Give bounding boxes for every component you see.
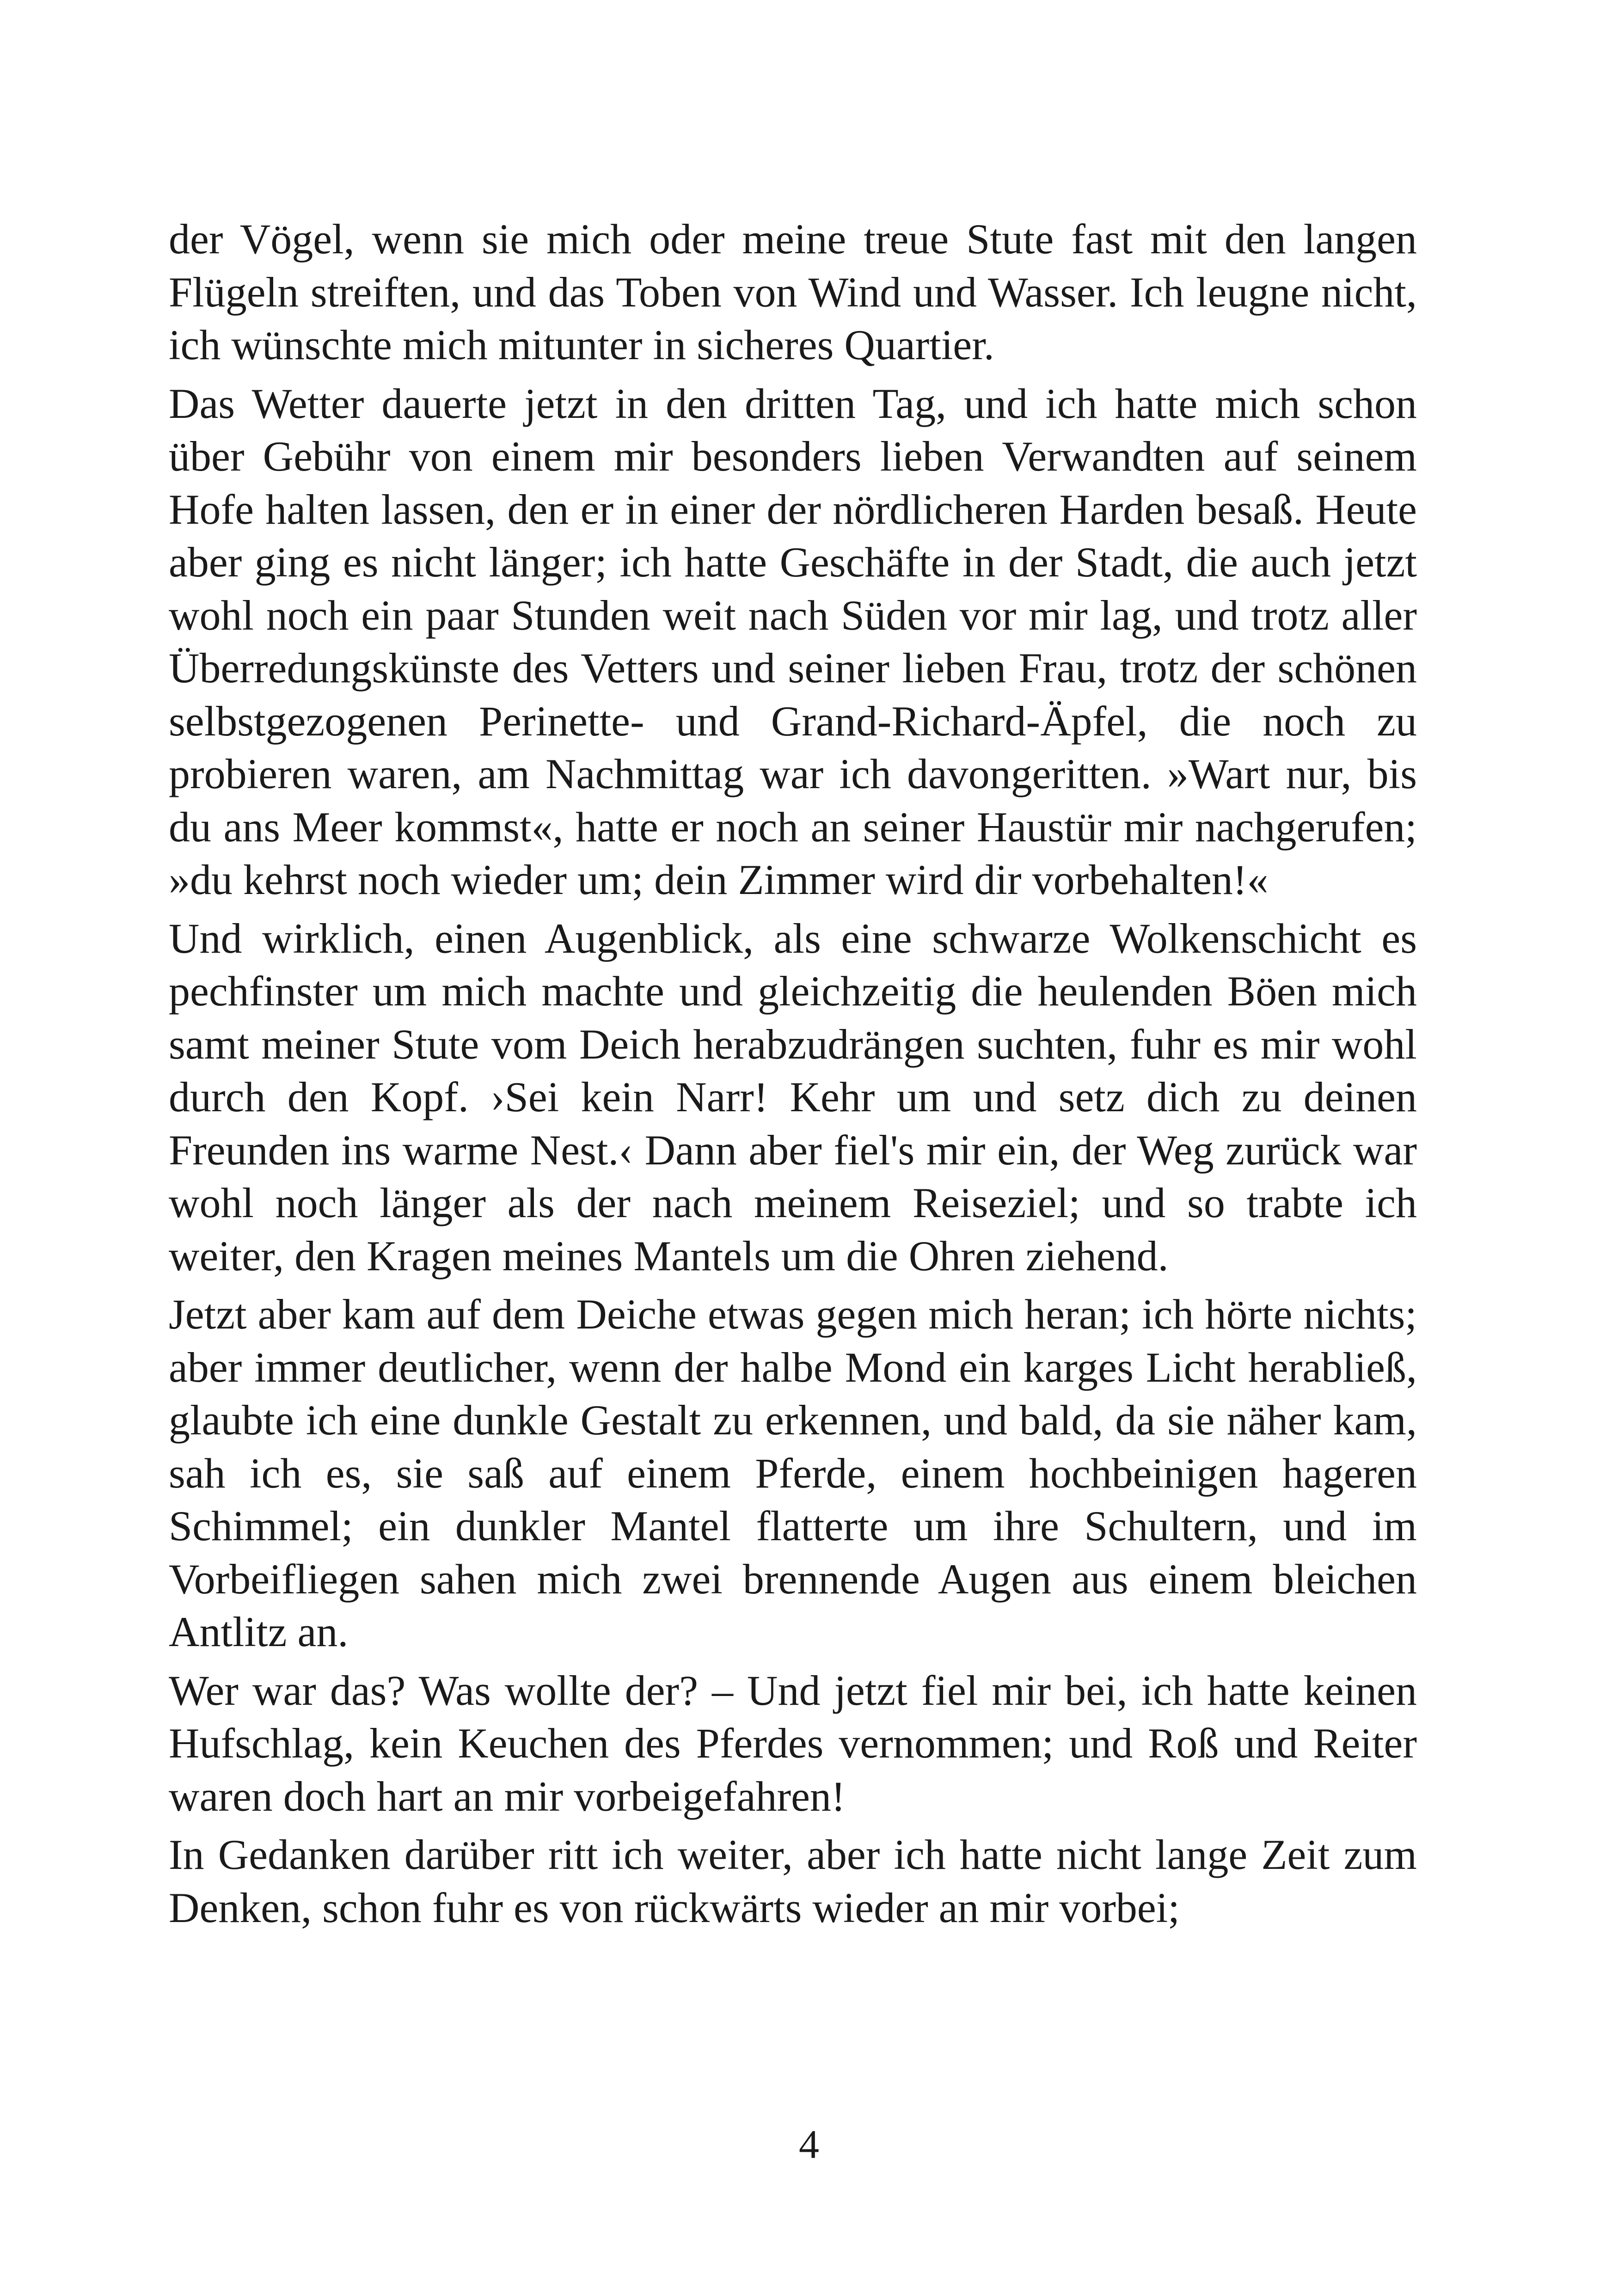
- paragraph-3: Und wirklich, einen Augenblick, als eine schwarze Wolkenschicht es pechfinster um mich machte und gleichzeitig die heulenden Böen mich samt meiner Stute vom Deich herabzudrängen suchten, fuhr es mir wohl durch den Kopf. ›Sei kein Narr! Kehr um und setz dich zu deinen Freunden ins warme Nest.‹ Dann aber fiel's mir ein, der Weg zurück war wohl noch länger als der nach meinem Reiseziel; und so trabte ich weiter, den Kragen meines Mantels um die Ohren ziehend.: [169, 914, 1417, 1280]
- paragraph-2: Das Wetter dauerte jetzt in den dritten Tag, und ich hatte mich schon über Gebühr von einem mir besonders lieben Verwandten auf seinem Hofe halten lassen, den er in einer der nördlicheren Harden besaß. Heute aber ging es nicht länger; ich hatte Geschäfte in der Stadt, die auch jetzt wohl noch ein paar Stunden weit nach Süden vor mir lag, und trotz aller Überredungskünste des Vetters und seiner lieben Frau, trotz der schönen selbstgezogenen Perinette- und Grand-Richard-Äpfel, die noch zu probieren waren, am Nachmittag war ich davongeritten. »Wart nur, bis du ans Meer kommst«, hatte er noch an seiner Haustür mir nachgerufen; »du kehrst noch wieder um; dein Zimmer wird dir vorbehalten!«: [169, 380, 1417, 903]
- body-text: [169, 213, 1417, 1940]
- paragraph-4: Jetzt aber kam auf dem Deiche etwas gegen mich heran; ich hörte nichts; aber immer deutlicher, wenn der halbe Mond ein karges Licht herabließ, glaubte ich eine dunkle Gestalt zu erkennen, und bald, da sie näher kam, sah ich es, sie saß auf einem Pferde, einem hochbeinigen hageren Schimmel; ein dunkler Mantel flatterte um ihre Schultern, und im Vorbeifliegen sahen mich zwei brennende Augen aus einem bleichen Antlitz an.: [169, 1291, 1417, 1655]
- paragraph-1: der Vögel, wenn sie mich oder meine treue Stute fast mit den langen Flügeln streiften, und das Toben von Wind und Wasser. Ich leugne nicht, ich wünschte mich mitunter in sicheres Quartier.: [169, 215, 1417, 368]
- page-number: 4: [799, 2122, 819, 2167]
- paragraph-6: In Gedanken darüber ritt ich weiter, aber ich hatte nicht lange Zeit zum Denken, schon fuhr es von rückwärts wieder an mir vorbei;: [169, 1831, 1417, 1931]
- paragraph-5: Wer war das? Was wollte der? – Und jetzt fiel mir bei, ich hatte keinen Hufschlag, kein Keuchen des Pferdes vernommen; und Roß und Reiter waren doch hart an mir vorbeigefahren!: [169, 1666, 1417, 1820]
